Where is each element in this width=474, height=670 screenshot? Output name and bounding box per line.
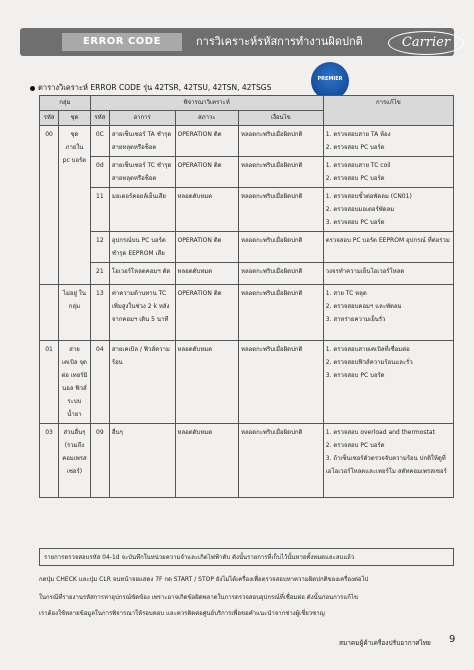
- cell-fix: 1. ตรวจสอบสาย TC coil 2. ตรวจสอบ PC บอร์ด: [323, 157, 453, 188]
- cell-condition: หลอดกะพริบเมื่อผิดปกติ: [239, 424, 324, 498]
- cell-status: OPERATION ติด: [175, 157, 239, 188]
- header-symptom: อาการ: [109, 111, 175, 126]
- table-row: [40, 424, 454, 498]
- cell-group-code: 03: [40, 424, 59, 498]
- cell-condition: หลอดกะพริบเมื่อผิดปกติ: [239, 126, 324, 157]
- cell-fix: วงจรทำความเย็นโอเวอร์โหลด: [323, 263, 453, 285]
- premier-badge-label: PREMIER: [317, 76, 343, 82]
- cell-fix: ตรวจสอบ PC บอร์ด EEPROM อุปกรณ์ ที่ต่อร่วม: [323, 232, 453, 263]
- table-row: [40, 285, 454, 341]
- cell-fix: 1. ตรวจสอบสาย TA ห้อง 2. ตรวจสอบ PC บอร์ด: [323, 126, 453, 157]
- cell-condition: หลอดกะพริบเมื่อผิดปกติ: [239, 341, 324, 424]
- note-box: รายการตรวจสอบรหัส 04-1d จะบันทึกในหน่วยความจำและเกิดไฟฟ้าดับ ดังนั้นรายการที่เก็บไว้นั้นหายทั้งหมดและลบแล้ว: [39, 548, 454, 566]
- cell-code: 0d: [90, 157, 109, 188]
- table-row: [40, 157, 454, 188]
- cell-status: OPERATION ติด: [175, 232, 239, 263]
- table-row: [40, 188, 454, 232]
- table-row: [40, 232, 454, 263]
- cell-condition: หลอดกะพริบเมื่อผิดปกติ: [239, 232, 324, 263]
- cell-status: หลอดดับหมด: [175, 341, 239, 424]
- header-fix: การแก้ไข: [323, 96, 453, 126]
- error-code-table: [39, 95, 454, 498]
- cell-code: 12: [90, 232, 109, 263]
- cell-status: OPERATION ติด: [175, 126, 239, 157]
- header-bar: [20, 28, 454, 56]
- table-row: [40, 341, 454, 424]
- subtitle-text: ตารางวิเคราะห์ ERROR CODE รุ่น 42TSR, 42TSU, 42TSN, 42TSGS: [38, 83, 272, 92]
- cell-condition: หลอดกะพริบเมื่อผิดปกติ: [239, 157, 324, 188]
- cell-fix: 1. ตรวจสอบสายเคเบิลที่เชื่อมต่อ 2. ตรวจสอบฟิวส์ความร้อนและรั่ว 3. ตรวจสอบ PC บอร์ด: [323, 341, 453, 424]
- cell-code: 11: [90, 188, 109, 232]
- table-row: [40, 126, 454, 157]
- cell-symptom: มอเตอร์คอยล์เย็นเสีย: [109, 188, 175, 232]
- cell-symptom: สายเคเบิล / ฟิวส์ความร้อน: [109, 341, 175, 424]
- paragraph-3: เราต้องใช้หลายข้อมูลในการพิจารณาให้รอบคอบ และควรติดต่อศูนย์บริการเพื่อขอคำแนะนำจากช่างผู้เชี่ยวชาญ: [39, 610, 325, 617]
- cell-condition: หลอดกะพริบเมื่อผิดปกติ: [239, 188, 324, 232]
- cell-status: หลอดดับหมด: [175, 424, 239, 498]
- error-code-label: ERROR CODE: [62, 33, 182, 51]
- cell-fix: 1. สาย TC หลุด 2. ตรวจสอบคอมฯ และพัดลม 3. สาหร่ายความเย็นรั่ว: [323, 285, 453, 341]
- paragraph-1: กดปุ่ม CHECK และปุ่ม CLR จนหน้าจอแสดง 7F กด START / STOP ยังไม่ได้เครื่องเพื่อตรวจสอบหาความผิดปกติของเครื่องต่อไป: [39, 576, 369, 583]
- header-code: รหัส: [90, 111, 109, 126]
- page-title: การวิเคราะห์รหัสการทำงานผิดปกติ: [196, 35, 363, 48]
- cell-code: 09: [90, 424, 109, 498]
- cell-code: 13: [90, 285, 109, 341]
- cell-symptom: โอเวอร์โหลดคอมฯ ตัด: [109, 263, 175, 285]
- cell-code: 04: [90, 341, 109, 424]
- cell-fix: 1. ตรวจสอบขั้วต่อพัดลม (CN01) 2. ตรวจสอบมอเตอร์พัดลม 3. ตรวจสอบ PC บอร์ด: [323, 188, 453, 232]
- table-subtitle: [30, 82, 271, 94]
- header-condition: เงื่อนไข: [239, 111, 324, 126]
- cell-code: 21: [90, 263, 109, 285]
- header-group: กลุ่ม: [40, 96, 91, 111]
- cell-group-code: [40, 285, 59, 341]
- cell-group-unit: ไม่อยู่ ในกลุ่ม: [59, 285, 91, 341]
- header-status: สภาวะ: [175, 111, 239, 126]
- cell-group-unit: ส่วนอื่นๆ (รวมถึง คอมเพรส เซอร์): [59, 424, 91, 498]
- cell-group-code: 01: [40, 341, 59, 424]
- cell-fix: 1. ตรวจสอบ overload and thermostat 2. ตรวจสอบ PC บอร์ด 3. ถ้าเซ็นเซอร์ตัวตรวจจับความร้อน ปกติให้ดูที่เอโอเวอร์โหลดและเทอร์โม สตัทคอมเพรสเซอร์: [323, 424, 453, 498]
- table-row: [40, 263, 454, 285]
- cell-condition: หลอดกะพริบเมื่อผิดปกติ: [239, 263, 324, 285]
- footer-org: สมาคมผู้ค้าเครื่องปรับอากาศไทย: [339, 639, 431, 647]
- cell-group-code: 00: [40, 126, 59, 285]
- header-fault-analysis: พิจารณาวิเคราะห์: [90, 96, 323, 111]
- cell-symptom: ค่าความต้านทาน TC เพิ่มสูงในช่วง 2 k หลังจากคอมฯ เดิน 5 นาที: [109, 285, 175, 341]
- cell-condition: หลอดกะพริบเมื่อผิดปกติ: [239, 285, 324, 341]
- cell-group-unit: ชุด ภายใน pc บอร์ด: [59, 126, 91, 285]
- cell-symptom: สายเซ็นเซอร์ TA ชำรุด สายหลุดหรือช็อต: [109, 126, 175, 157]
- cell-symptom: สายเซ็นเซอร์ TC ชำรุด สายหลุดหรือช็อต: [109, 157, 175, 188]
- cell-group-unit: สาย เคเบิล จุดต่อ เทอร์มินอล ฟิวส์ ระบบน้ำยา: [59, 341, 91, 424]
- bullet-icon: [30, 86, 35, 91]
- cell-status: หลอดดับหมด: [175, 263, 239, 285]
- cell-symptom: อุปกรณ์บน PC บอร์ด ชำรุด EEPROM เสีย: [109, 232, 175, 263]
- cell-symptom: อื่นๆ: [109, 424, 175, 498]
- cell-code: 0C: [90, 126, 109, 157]
- cell-status: หลอดดับหมด: [175, 188, 239, 232]
- cell-status: OPERATION ติด: [175, 285, 239, 341]
- header-unit: ชุด: [59, 111, 91, 126]
- table-body: [40, 126, 454, 498]
- header-group-code: รหัส: [40, 111, 59, 126]
- brand-logo: Carrier: [388, 31, 464, 55]
- paragraph-2: ในกรณีที่รายงานรหัสการหาอุปกรณ์ขัดข้อง เพราะอาจเกิดข้อผิดพลาดในการตรวจสอบอุปกรณ์ที่เชื่อมต่อ ดังนั้นก่อนการแก้ไข: [39, 594, 359, 601]
- page-number: 9: [449, 634, 456, 645]
